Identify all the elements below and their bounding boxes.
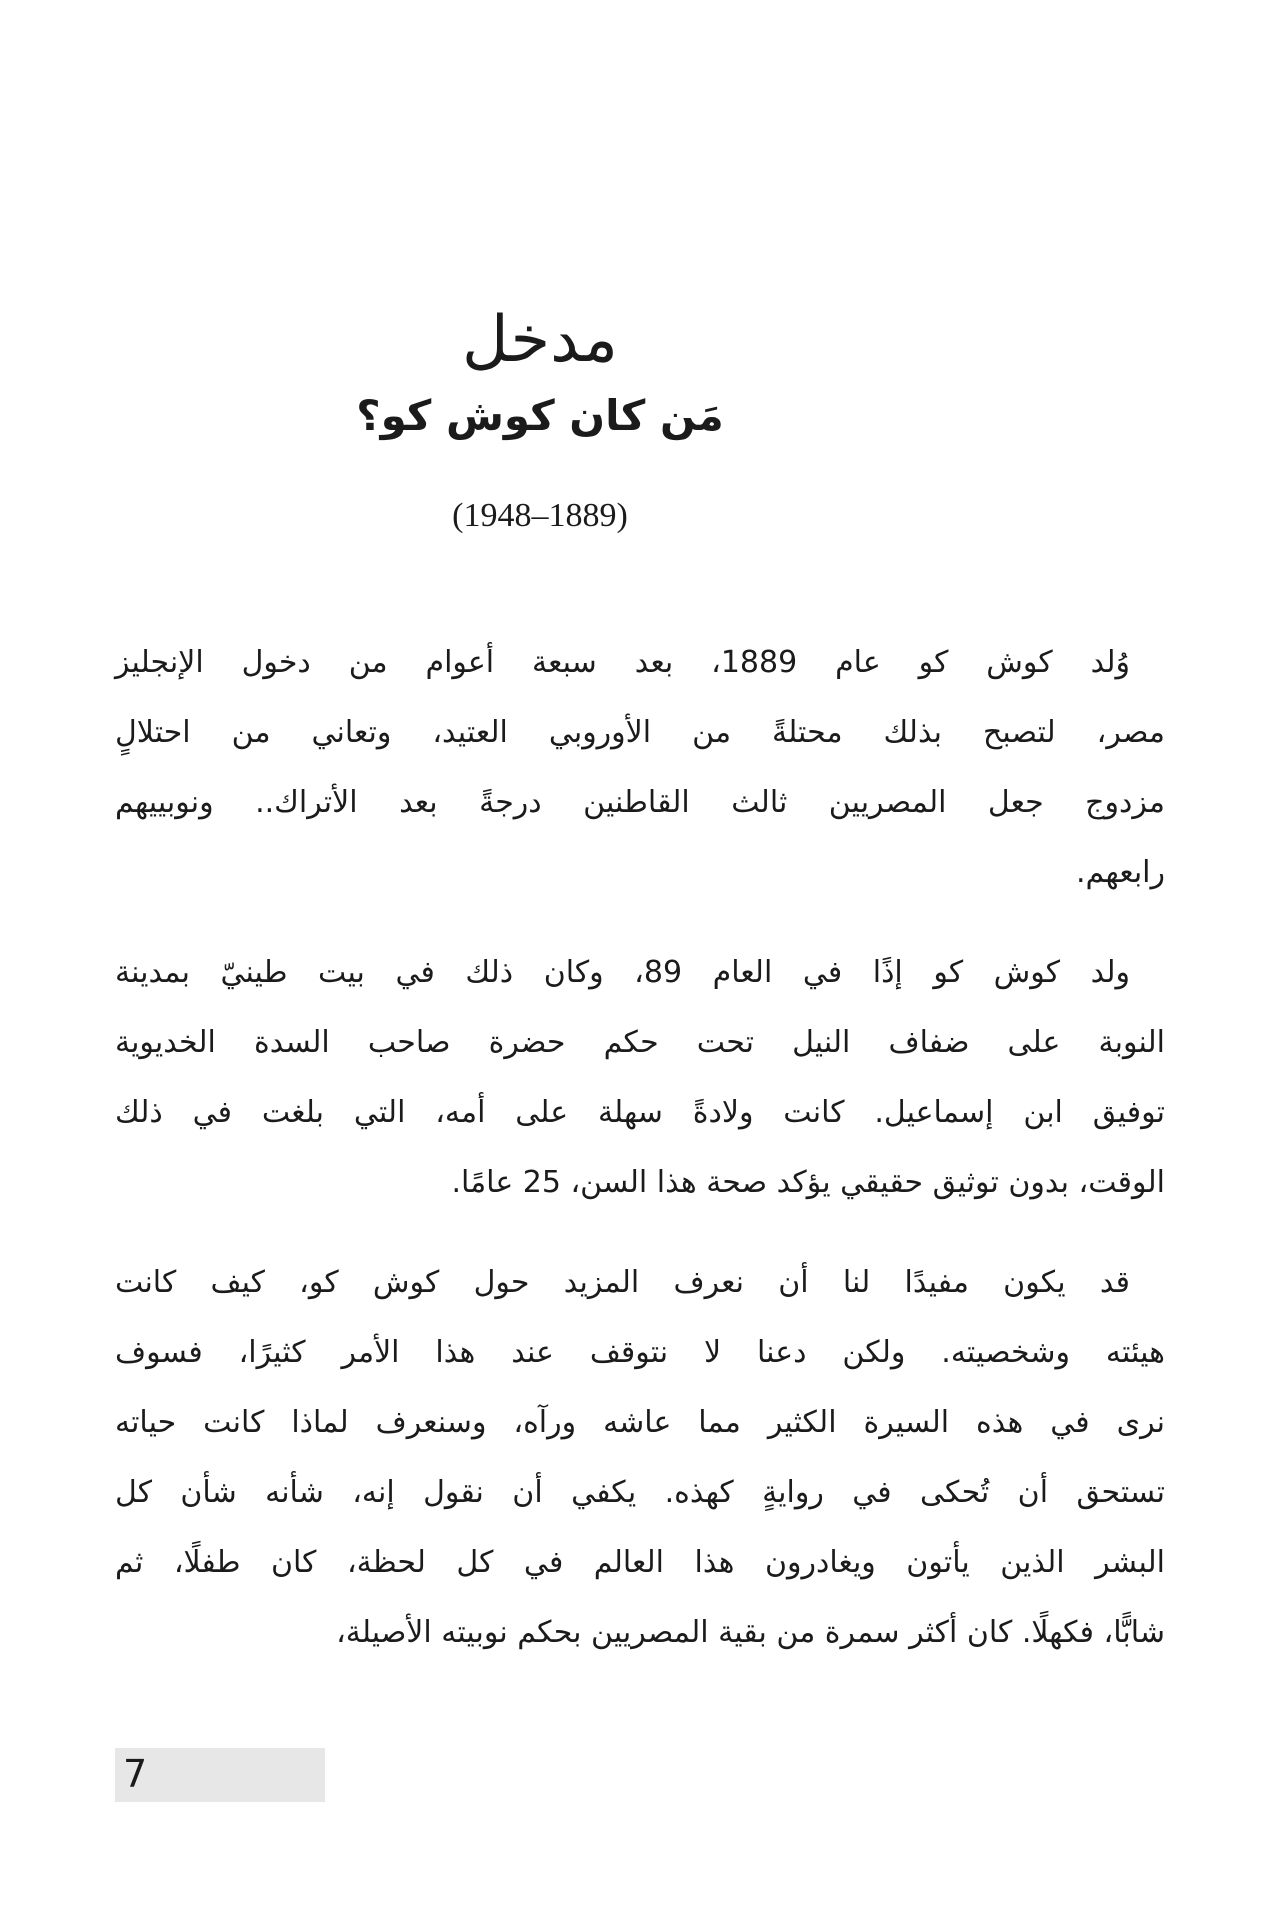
text-line: النوبة على ضفاف النيل تحت حكم حضرة صاحب السدة الخديوية [115, 1025, 1165, 1060]
text-line: تستحق أن تُحكى في روايةٍ كهذه. يكفي أن نقول إنه، شأنه شأن كل [115, 1475, 1165, 1510]
text-line: هيئته وشخصيته. ولكن دعنا لا نتوقف عند هذا الأمر كثيرًا، فسوف [115, 1335, 1165, 1370]
chapter-heading [115, 296, 965, 536]
text-line: وُلد كوش كو عام 1889، بعد سبعة أعوام من دخول الإنجليز [115, 645, 1130, 680]
paragraph [115, 1248, 1165, 1668]
text-line: مصر، لتصبح بذلك محتلةً من الأوروبي العتيد، وتعاني من احتلالٍ [115, 715, 1165, 750]
paragraph [115, 628, 1165, 908]
text-line: نرى في هذه السيرة الكثير مما عاشه ورآه، وسنعرف لماذا كانت حياته [115, 1405, 1165, 1440]
page-number: 7 [123, 1752, 148, 1796]
text-line: قد يكون مفيدًا لنا أن نعرف المزيد حول كوش كو، كيف كانت [115, 1265, 1130, 1300]
text-line: ولد كوش كو إذًا في العام 89، وكان ذلك في بيت طينيّ بمدينة [115, 955, 1130, 990]
text-line: مزدوج جعل المصريين ثالث القاطنين درجةً بعد الأتراك.. ونوبييهم [115, 785, 1165, 820]
text-line: شابًّا، فكهلًا. كان أكثر سمرة من بقية المصريين بحكم نوبيته الأصيلة، [336, 1615, 1165, 1650]
paragraph [115, 938, 1165, 1218]
text-line: البشر الذين يأتون ويغادرون هذا العالم في كل لحظة، كان طفلًا، ثم [115, 1545, 1165, 1580]
page-number-bar [115, 1748, 325, 1802]
text-line: رابعهم. [1076, 855, 1165, 890]
body-text [115, 628, 1165, 1668]
text-line: الوقت، بدون توثيق حقيقي يؤكد صحة هذا السن، 25 عامًا. [451, 1165, 1165, 1200]
chapter-title: مدخل [462, 303, 618, 377]
text-line: توفيق ابن إسماعيل. كانت ولادةً سهلة على أمه، التي بلغت في ذلك [115, 1095, 1165, 1130]
date-range: (1889–1948) [452, 497, 628, 534]
chapter-subtitle: مَن كان كوش كو؟ [356, 391, 724, 440]
